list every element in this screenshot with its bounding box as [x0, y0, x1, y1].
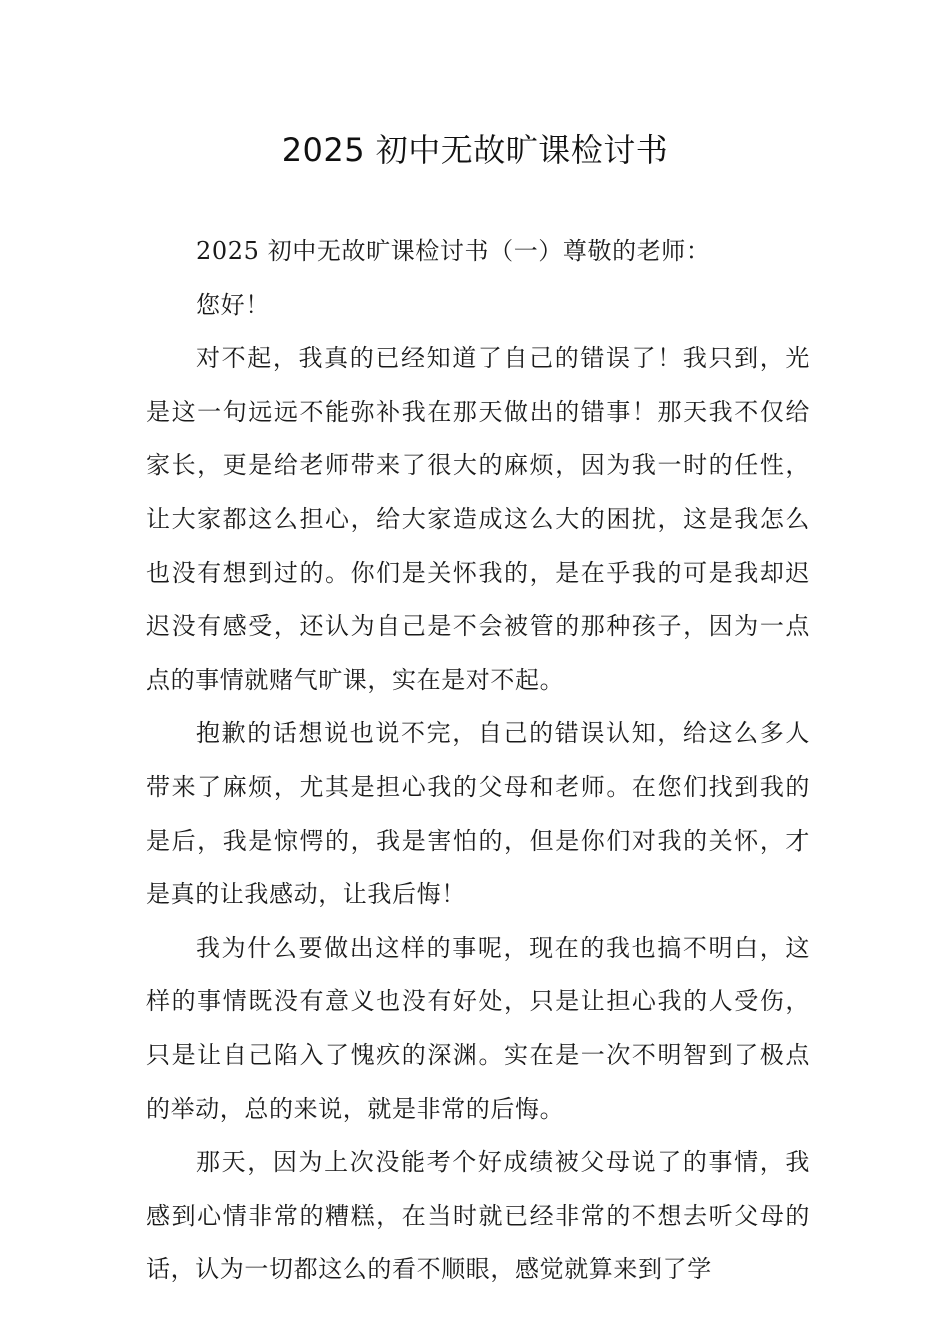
- paragraph-regret: 抱歉的话想说也说不完，自己的错误认知，给这么多人带来了麻烦，尤其是担心我的父母和老师。在您们找到我的是后，我是惊愕的，我是害怕的，但是你们对我的关怀，才是真的让我感动，让我后悔！: [146, 719, 810, 909]
- paragraph-reflection: 我为什么要做出这样的事呢，现在的我也搞不明白，这样的事情既没有意义也没有好处，只是让担心我的人受伤，只是让自己陷入了愧疚的深渊。实在是一次不明智到了极点的举动，总的来说，就是非常的后悔。: [146, 933, 810, 1123]
- paragraph-heading: 2025 初中无故旷课检讨书（一）尊敬的老师：: [196, 237, 711, 265]
- paragraph-reason: 那天，因为上次没能考个好成绩被父母说了的事情，我感到心情非常的糟糕，在当时就已经非常的不想去听父母的话，认为一切都这么的看不顺眼，感觉就算来到了学: [146, 1148, 810, 1284]
- document-body: [146, 225, 810, 1297]
- document-title: 2025 初中无故旷课检讨书: [281, 131, 669, 169]
- paragraph-apology: 对不起，我真的已经知道了自己的错误了！我只到，光是这一句远远不能弥补我在那天做出的错事！那天我不仅给家长，更是给老师带来了很大的麻烦，因为我一时的任性，让大家都这么担心，给大家造成这么大的困扰，这是我怎么也没有想到过的。你们是关怀我的，是在乎我的可是我却迟迟没有感受，还认为自己是不会被管的那种孩子，因为一点点的事情就赌气旷课，实在是对不起。: [146, 344, 810, 694]
- paragraph-greeting: 您好！: [196, 290, 270, 319]
